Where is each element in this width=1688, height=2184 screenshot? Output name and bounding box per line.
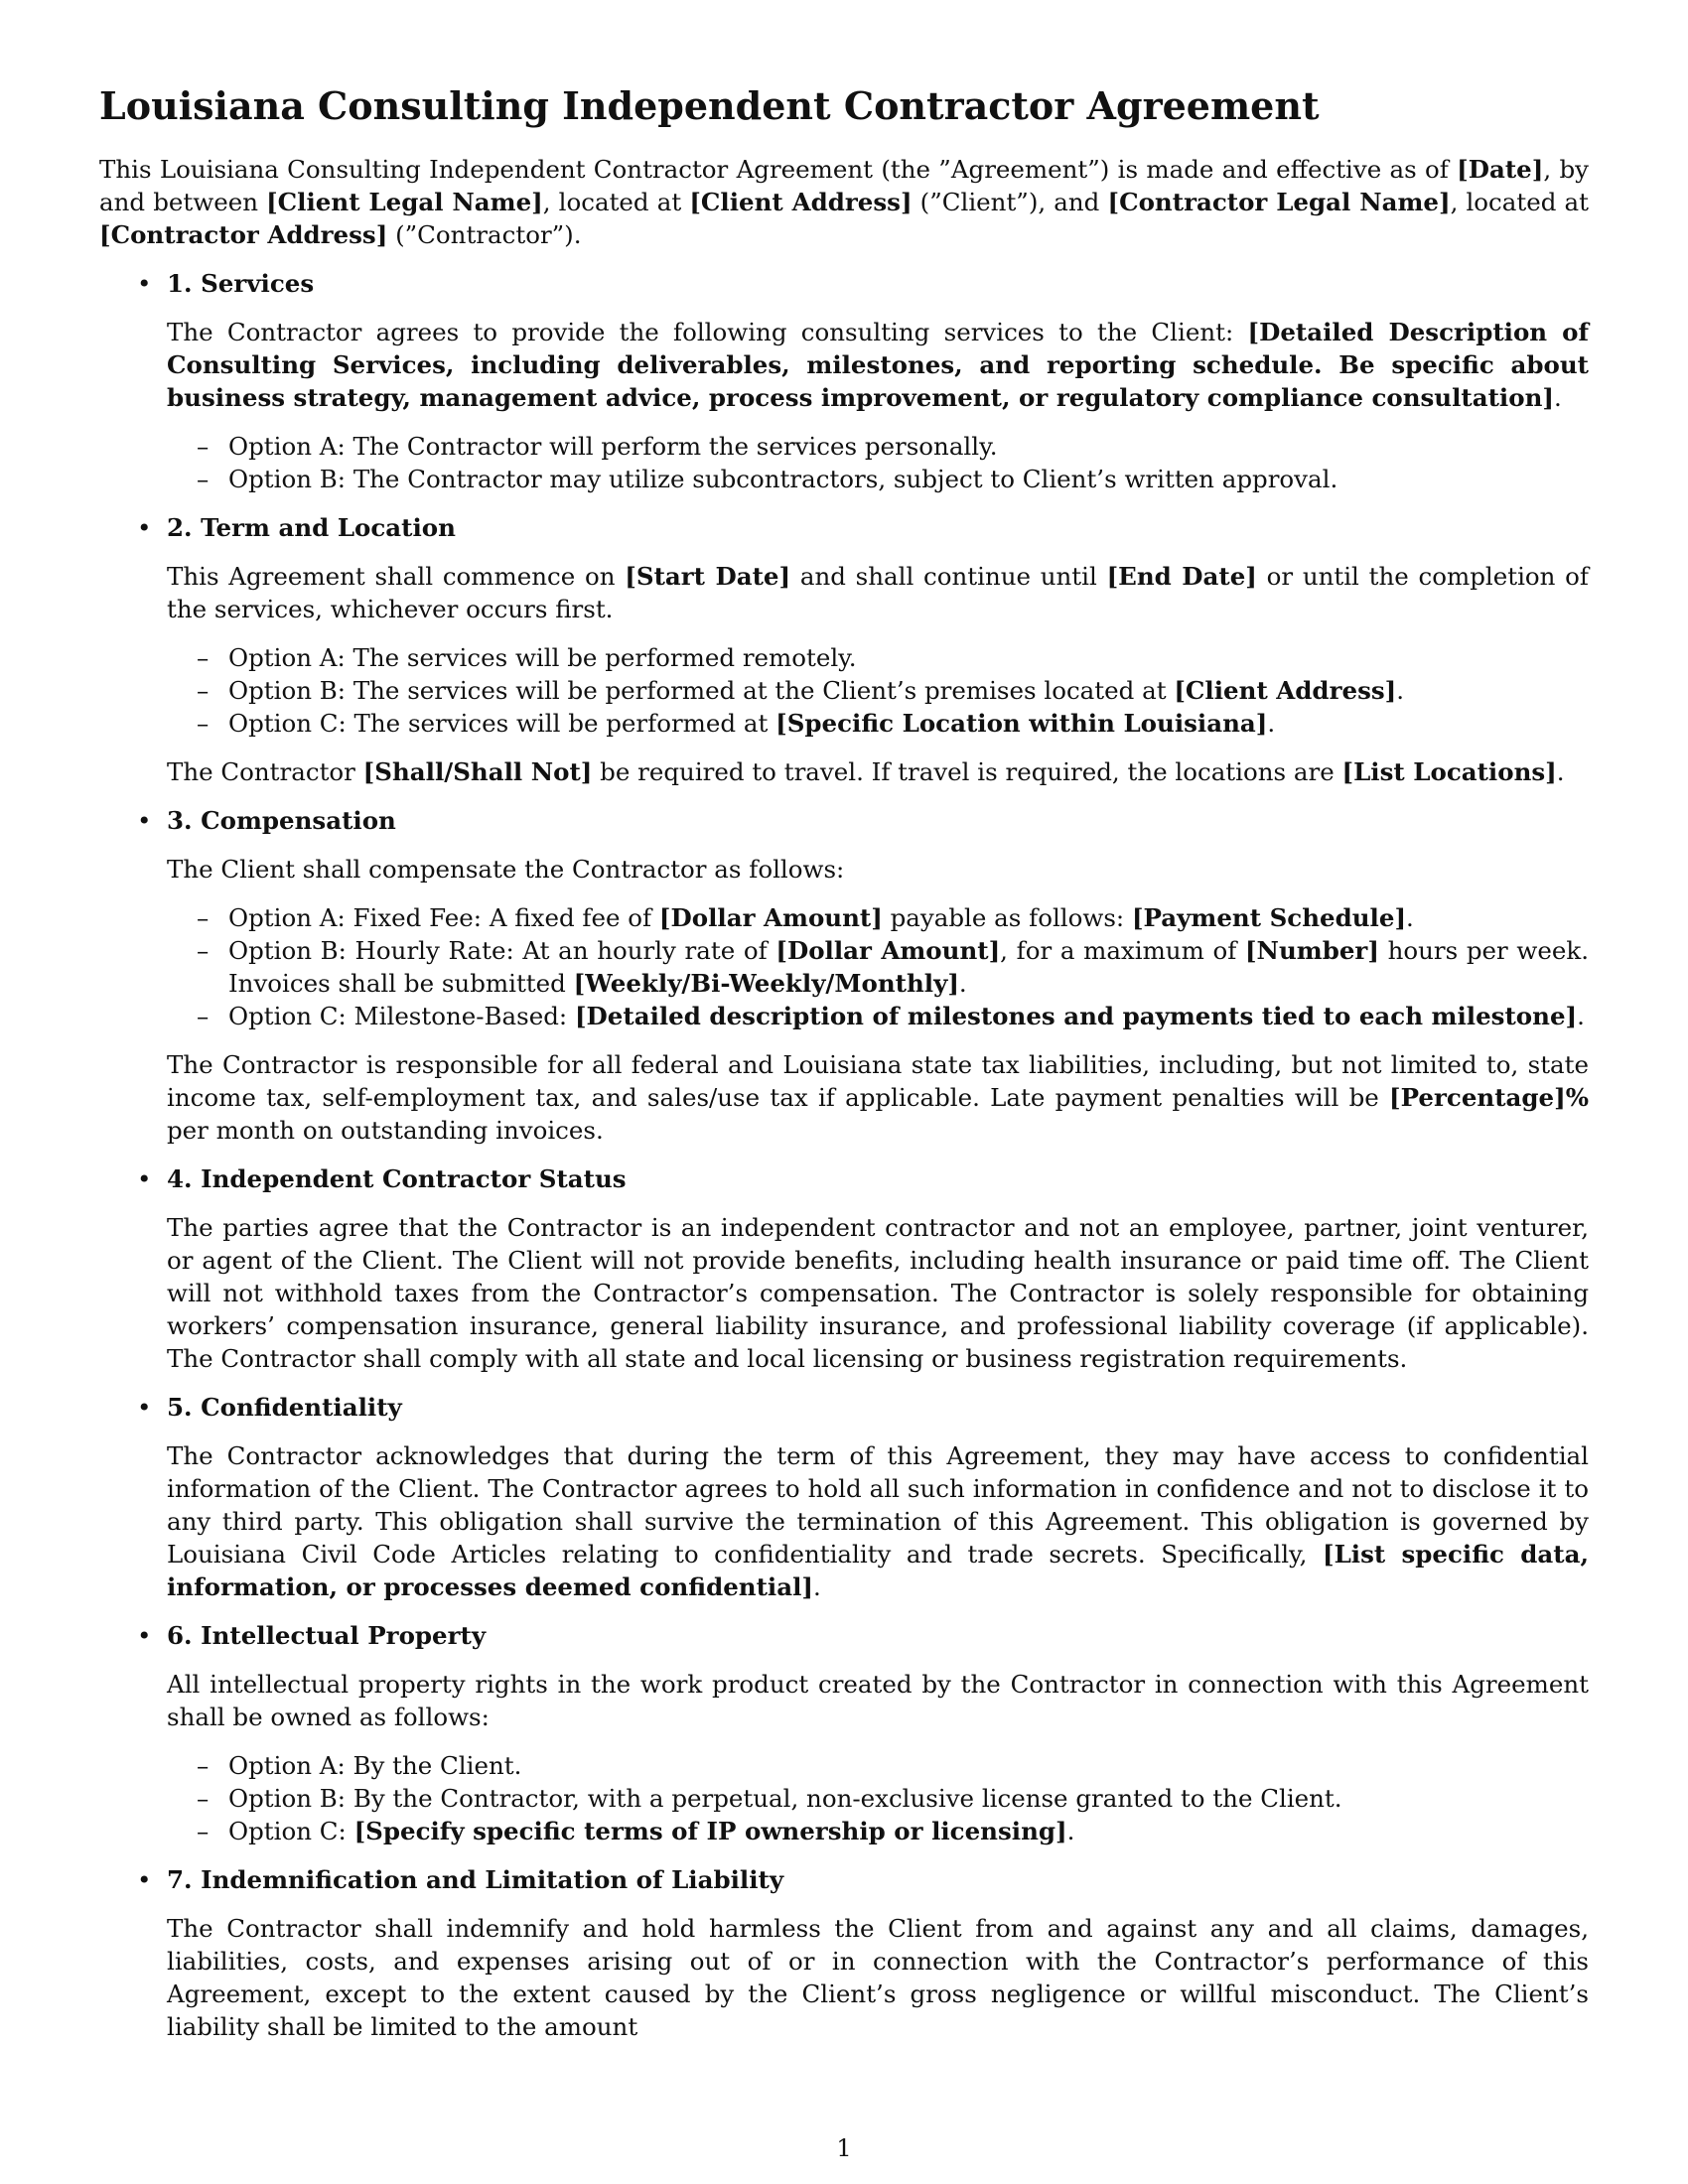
option-item (167, 1815, 1589, 1847)
section-indemnification (99, 1863, 1589, 2043)
option-item (167, 463, 1589, 495)
placeholder-dollar-amount: [Dollar Amount] (775, 936, 1001, 965)
placeholder-start-date: [Start Date] (625, 562, 791, 591)
dash-icon: – (197, 465, 210, 493)
placeholder-services-description: [Detailed Description of Consulting Services, including deliverables, milestones, and reporting schedule. Be specific about business strategy, management advice, process improvement, or regulatory compliance consultation] (167, 318, 1590, 412)
intro-text: , located at (1450, 188, 1589, 216)
placeholder-milestones: [Detailed description of milestones and payments tied to each milestone] (574, 1002, 1578, 1030)
paragraph-text: The Contractor agrees to provide the following consulting services to the Client: (167, 318, 1248, 346)
placeholder-date: [Date] (1457, 155, 1544, 184)
option-text: , for a maximum of (1000, 936, 1245, 965)
placeholder-client-address: [Client Address] (689, 188, 913, 216)
section-list (99, 267, 1589, 2043)
option-text: . (1066, 1817, 1075, 1845)
section-heading: 6. Intellectual Property (167, 1621, 487, 1650)
option-item (167, 641, 1589, 674)
section-services (99, 267, 1589, 495)
intro-text: This Louisiana Consulting Independent Contractor Agreement (the ”Agreement”) is made and effective as of (99, 155, 1458, 184)
bullet-icon: • (137, 1393, 152, 1422)
placeholder-contractor-legal-name: [Contractor Legal Name] (1107, 188, 1451, 216)
dash-icon: – (197, 676, 210, 705)
intro-text: , by and between (99, 155, 1589, 216)
section-heading: 2. Term and Location (167, 513, 456, 542)
dash-icon: – (197, 709, 210, 738)
placeholder-confidential-items: [List specific data, information, or processes deemed confidential] (167, 1540, 1589, 1601)
page-number: 1 (836, 2134, 852, 2162)
section-paragraph: The Contractor shall indemnify and hold harmless the Client from and against any and all claims, damages, liabilities, costs, and expenses arising out of or in connection with the Contractor’s performance of this Agreement, except to the extent caused by the Client’s gross negligence or willful misconduct. The Client’s liability shall be limited to the amount (167, 1914, 1589, 2041)
document-body (99, 83, 1589, 2059)
placeholder-contractor-address: [Contractor Address] (99, 220, 388, 249)
dash-icon: – (197, 1751, 210, 1780)
paragraph-text: . (1554, 383, 1562, 412)
option-list (167, 641, 1589, 740)
dash-icon: – (197, 1817, 210, 1845)
placeholder-payment-schedule: [Payment Schedule] (1131, 903, 1407, 932)
dash-icon: – (197, 936, 210, 965)
option-item (167, 1782, 1589, 1815)
option-text: Option C: The services will be performed at (228, 709, 776, 738)
option-list (167, 430, 1589, 495)
option-text: Option B: The Contractor may utilize subcontractors, subject to Client’s written approval. (228, 465, 1338, 493)
dash-icon: – (197, 1002, 210, 1030)
option-text: Option B: The services will be performed at the Client’s premises located at (228, 676, 1175, 705)
placeholder-client-address: [Client Address] (1174, 676, 1397, 705)
section-paragraph (167, 1439, 1589, 1603)
paragraph-text: The Contractor acknowledges that during the term of this Agreement, they may have access to confidential information of the Client. The Contractor agrees to hold all such information in confidence and not to disclose it to any third party. This obligation shall survive the termination of this Agreement. This obligation is governed by Louisiana Civil Code Articles relating to confidentiality and trade secrets. Specifically, (167, 1441, 1589, 1569)
bullet-icon: • (137, 269, 152, 298)
option-item (167, 901, 1589, 934)
option-item (167, 1000, 1589, 1032)
tax-paragraph (167, 1048, 1589, 1147)
option-text: Option C: (228, 1817, 354, 1845)
section-term-location (99, 511, 1589, 788)
paragraph-text: The Contractor (167, 757, 363, 786)
section-contractor-status (99, 1162, 1589, 1375)
placeholder-dollar-amount: [Dollar Amount] (658, 903, 883, 932)
placeholder-specific-location: [Specific Location within Louisiana] (775, 709, 1268, 738)
option-text: payable as follows: (882, 903, 1132, 932)
dash-icon: – (197, 903, 210, 932)
section-paragraph: The Client shall compensate the Contractor as follows: (167, 855, 845, 884)
placeholder-end-date: [End Date] (1106, 562, 1257, 591)
bullet-icon: • (137, 1865, 152, 1894)
intro-text: (”Client”), and (912, 188, 1108, 216)
bullet-icon: • (137, 1621, 152, 1650)
dash-icon: – (197, 432, 210, 461)
section-heading: 1. Services (167, 269, 315, 298)
option-text: hours per week. Invoices shall be submitted (228, 936, 1589, 998)
section-compensation (99, 804, 1589, 1147)
placeholder-client-legal-name: [Client Legal Name] (266, 188, 543, 216)
placeholder-percentage: [Percentage]% (1389, 1083, 1589, 1112)
paragraph-text: and shall continue until (790, 562, 1107, 591)
section-intellectual-property (99, 1619, 1589, 1847)
option-item (167, 430, 1589, 463)
intro-paragraph (99, 153, 1589, 251)
section-paragraph: The parties agree that the Contractor is an independent contractor and not an employee, partner, joint venturer, or agent of the Client. The Client will not provide benefits, including health insurance or paid time off. The Client will not withhold taxes from the Contractor’s compensation. The Contractor is solely responsible for obtaining workers’ compensation insurance, general liability insurance, and professional liability coverage (if applicable). The Contractor shall comply with all state and local licensing or business registration requirements. (167, 1213, 1589, 1373)
dash-icon: – (197, 643, 210, 672)
option-text: Option B: Hourly Rate: At an hourly rate of (228, 936, 776, 965)
option-text: Option C: Milestone-Based: (228, 1002, 575, 1030)
option-list (167, 901, 1589, 1032)
placeholder-ip-terms: [Specify specific terms of IP ownership or licensing] (353, 1817, 1067, 1845)
option-text: . (1577, 1002, 1585, 1030)
bullet-icon: • (137, 806, 152, 835)
intro-text: (”Contractor”). (387, 220, 582, 249)
option-text: . (1396, 676, 1405, 705)
document-title: Louisiana Consulting Independent Contractor Agreement (99, 83, 1320, 128)
section-confidentiality (99, 1391, 1589, 1603)
placeholder-invoice-frequency: [Weekly/Bi-Weekly/Monthly] (573, 969, 959, 998)
section-paragraph: All intellectual property rights in the work product created by the Contractor in connection with this Agreement shall be owned as follows: (167, 1670, 1589, 1731)
option-item (167, 934, 1589, 1000)
paragraph-text: be required to travel. If travel is required, the locations are (592, 757, 1342, 786)
option-item (167, 1749, 1589, 1782)
option-text: . (958, 969, 967, 998)
paragraph-text: . (1556, 757, 1565, 786)
paragraph-text: or until the completion of the services, whichever occurs first. (167, 562, 1589, 623)
section-paragraph (167, 316, 1589, 414)
bullet-icon: • (137, 513, 152, 542)
section-heading: 5. Confidentiality (167, 1393, 402, 1422)
paragraph-text: This Agreement shall commence on (167, 562, 626, 591)
paragraph-text: The Contractor is responsible for all federal and Louisiana state tax liabilities, including, but not limited to, state income tax, self-employment tax, and sales/use tax if applicable. Late payment penalties will be (167, 1050, 1589, 1112)
option-list (167, 1749, 1589, 1847)
option-text: Option A: The services will be performed remotely. (228, 643, 857, 672)
option-text: Option A: Fixed Fee: A fixed fee of (228, 903, 659, 932)
intro-text: , located at (542, 188, 690, 216)
section-heading: 7. Indemnification and Limitation of Liability (167, 1865, 784, 1894)
option-text: Option A: The Contractor will perform the services personally. (228, 432, 998, 461)
travel-paragraph (167, 755, 1589, 788)
placeholder-number: [Number] (1244, 936, 1379, 965)
paragraph-text: per month on outstanding invoices. (167, 1116, 604, 1145)
section-heading: 4. Independent Contractor Status (167, 1164, 627, 1193)
section-paragraph (167, 560, 1589, 625)
option-item (167, 674, 1589, 707)
option-text: . (1406, 903, 1414, 932)
dash-icon: – (197, 1784, 210, 1813)
paragraph-text: . (813, 1572, 821, 1601)
option-item (167, 707, 1589, 740)
placeholder-list-locations: [List Locations] (1341, 757, 1557, 786)
bullet-icon: • (137, 1164, 152, 1193)
option-text: . (1267, 709, 1276, 738)
section-heading: 3. Compensation (167, 806, 396, 835)
option-text: Option B: By the Contractor, with a perpetual, non-exclusive license granted to the Client. (228, 1784, 1342, 1813)
option-text: Option A: By the Client. (228, 1751, 522, 1780)
placeholder-shall-shall-not: [Shall/Shall Not] (362, 757, 593, 786)
